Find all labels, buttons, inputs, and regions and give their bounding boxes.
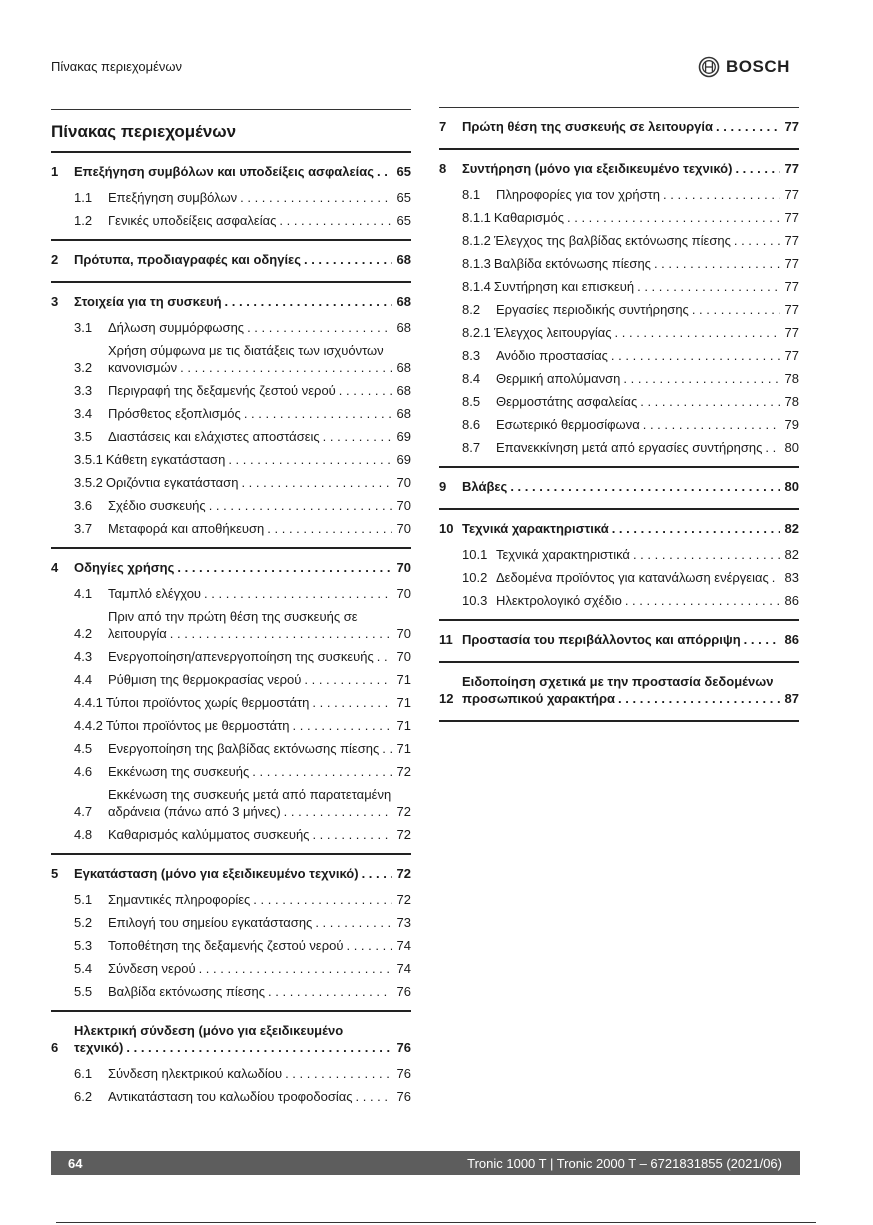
running-header-title: Πίνακας περιεχομένων — [51, 59, 183, 74]
toc-subsection-entry[interactable] — [51, 1088, 411, 1105]
subsection-title: Αντικατάσταση του καλωδίου τροφοδοσίας . . . — [108, 1088, 392, 1105]
subsection-page-number: 70 — [392, 648, 411, 665]
chapter-number: 6 — [51, 1040, 59, 1055]
toc-section — [51, 241, 411, 283]
chapter-number: 4 — [51, 560, 59, 575]
chapter-page-number: 70 — [392, 559, 411, 576]
subsection-title: Εργασίες περιοδικής συντήρησης . . . — [496, 301, 780, 318]
toc-chapter-entry[interactable] — [51, 559, 411, 576]
chapter-page-number: 72 — [392, 865, 411, 882]
chapter-number: 11 — [439, 632, 453, 647]
toc-subsection-entry[interactable] — [439, 301, 799, 318]
subsection-number: 1.2 — [74, 213, 93, 228]
subsection-number: 5.5 — [74, 984, 93, 999]
toc-subsection-entry[interactable] — [439, 416, 799, 433]
subsection-title: Εσωτερικό θερμοσίφωνα . . . — [496, 416, 780, 433]
subsection-title: Εκκένωση της συσκευής . . . — [108, 763, 392, 780]
subsection-number: 10.1 — [462, 547, 488, 562]
subsection-page-number: 71 — [392, 717, 411, 734]
chapter-title: Επεξήγηση συμβόλων και υποδείξεις ασφαλείας . . . — [74, 163, 392, 180]
subsection-page-number: 74 — [392, 960, 411, 977]
chapter-number: 1 — [51, 164, 59, 179]
subsection-number: 4.6 — [74, 764, 93, 779]
subsection-number: 4.1 — [74, 586, 93, 601]
subsection-number: 3.5 — [74, 429, 93, 444]
toc-subsection-entry[interactable] — [51, 428, 411, 445]
toc-chapter-entry[interactable] — [51, 1022, 411, 1056]
toc-subsection-entry[interactable] — [51, 763, 411, 780]
toc-subsection-entry[interactable] — [51, 342, 411, 376]
toc-subsection-entry[interactable] — [439, 370, 799, 387]
subsection-number: 8.4 — [462, 371, 481, 386]
chapter-title: Συντήρηση (μόνο για εξειδικευμένο τεχνικό) . . . — [462, 160, 780, 177]
subsection-page-number: 77 — [780, 209, 799, 226]
subsection-title: Έλεγχος της βαλβίδας εκτόνωσης πίεσης . . . — [494, 232, 780, 249]
subsection-number: 1.1 — [74, 190, 93, 205]
subsection-page-number: 80 — [780, 439, 799, 456]
toc-section — [439, 108, 799, 150]
toc-chapter-entry[interactable] — [51, 865, 411, 882]
subsection-number: 8.1 — [462, 187, 481, 202]
toc-subsection-entry[interactable] — [439, 592, 799, 609]
subsection-number: 8.6 — [462, 417, 481, 432]
toc-subsection-entry[interactable] — [439, 324, 799, 341]
subsection-page-number: 71 — [392, 694, 411, 711]
subsection-number: 5.2 — [74, 915, 93, 930]
subsection-title: Βαλβίδα εκτόνωσης πίεσης . . . — [494, 255, 780, 272]
subsection-number: 6.1 — [74, 1066, 93, 1081]
subsection-page-number: 78 — [780, 370, 799, 387]
subsection-number: 8.2.1 — [462, 325, 491, 340]
toc-chapter-entry[interactable] — [439, 673, 799, 707]
toc-subsection-entry[interactable] — [439, 255, 799, 272]
subsection-title: Κάθετη εγκατάσταση . . . — [106, 451, 392, 468]
subsection-page-number: 78 — [780, 393, 799, 410]
subsection-title: Καθαρισμός . . . — [494, 209, 780, 226]
chapter-title: Τεχνικά χαρακτηριστικά . . . — [462, 520, 780, 537]
subsection-title: Δεδομένα προϊόντος για κατανάλωση ενέργειας . . . — [496, 569, 780, 586]
subsection-title: Τοποθέτηση της δεξαμενής ζεστού νερού . . . — [108, 937, 392, 954]
chapter-page-number: 65 — [392, 163, 411, 180]
subsection-title: Ανόδιο προστασίας . . . — [496, 347, 780, 364]
chapter-page-number: 82 — [780, 520, 799, 537]
subsection-title: Θερμοστάτης ασφαλείας . . . — [496, 393, 780, 410]
chapter-title: Προστασία του περιβάλλοντος και απόρριψη . . . — [462, 631, 780, 648]
subsection-number: 3.3 — [74, 383, 93, 398]
chapter-title: Πρότυπα, προδιαγραφές και οδηγίες . . . — [74, 251, 392, 268]
subsection-title: Καθαρισμός καλύμματος συσκευής . . . — [108, 826, 392, 843]
subsection-number: 8.3 — [462, 348, 481, 363]
toc-chapter-entry[interactable] — [439, 118, 799, 135]
toc-subsection-entry[interactable] — [439, 569, 799, 586]
toc-subsection-entry[interactable] — [51, 474, 411, 491]
subsection-number: 10.3 — [462, 593, 488, 608]
subsection-page-number: 72 — [392, 891, 411, 908]
subsection-number: 3.4 — [74, 406, 93, 421]
toc-section — [51, 855, 411, 1012]
subsection-page-number: 72 — [392, 763, 411, 780]
chapter-number: 7 — [439, 119, 447, 134]
subsection-title: Ενεργοποίηση/απενεργοποίηση της συσκευής . . . — [108, 648, 392, 665]
subsection-page-number: 70 — [392, 474, 411, 491]
subsection-title: Επεξήγηση συμβόλων . . . — [108, 189, 392, 206]
toc-subsection-entry[interactable] — [439, 186, 799, 203]
subsection-page-number: 65 — [392, 212, 411, 229]
subsection-number: 6.2 — [74, 1089, 93, 1104]
bottom-rule — [56, 1222, 816, 1223]
subsection-page-number: 77 — [780, 278, 799, 295]
subsection-title: Ταμπλό ελέγχου . . . — [108, 585, 392, 602]
subsection-page-number: 65 — [392, 189, 411, 206]
chapter-number: 8 — [439, 161, 447, 176]
toc-list-right — [439, 108, 799, 722]
subsection-page-number: 79 — [780, 416, 799, 433]
toc-subsection-entry[interactable] — [51, 451, 411, 468]
subsection-number: 5.3 — [74, 938, 93, 953]
subsection-title: Επανεκκίνηση μετά από εργασίες συντήρησης . . . — [496, 439, 780, 456]
chapter-number: 3 — [51, 294, 59, 309]
subsection-title: Πληροφορίες για τον χρήστη . . . — [496, 186, 780, 203]
subsection-number: 4.4.2 — [74, 718, 103, 733]
toc-subsection-entry[interactable] — [439, 393, 799, 410]
subsection-title: Τεχνικά χαρακτηριστικά . . . — [496, 546, 780, 563]
subsection-number: 8.1.4 — [462, 279, 491, 294]
toc-subsection-entry[interactable] — [439, 232, 799, 249]
chapter-title: Στοιχεία για τη συσκευή . . . — [74, 293, 392, 310]
chapter-title: Εγκατάσταση (μόνο για εξειδικευμένο τεχνικό) . . . — [74, 865, 392, 882]
subsection-title: Σύνδεση ηλεκτρικού καλωδίου . . . — [108, 1065, 392, 1082]
chapter-number: 2 — [51, 252, 59, 267]
chapter-page-number: 76 — [392, 1039, 411, 1056]
subsection-page-number: 74 — [392, 937, 411, 954]
subsection-title: Έλεγχος λειτουργίας . . . — [494, 324, 780, 341]
subsection-page-number: 68 — [392, 382, 411, 399]
toc-section — [51, 153, 411, 241]
chapter-title: Πρώτη θέση της συσκευής σε λειτουργία . . . — [462, 118, 780, 135]
subsection-page-number: 77 — [780, 232, 799, 249]
subsection-title: Τύποι προϊόντος με θερμοστάτη . . . — [106, 717, 392, 734]
subsection-title: Ρύθμιση της θερμοκρασίας νερού . . . — [108, 671, 392, 688]
subsection-number: 8.5 — [462, 394, 481, 409]
subsection-number: 8.1.2 — [462, 233, 491, 248]
subsection-number: 3.1 — [74, 320, 93, 335]
footer-page-number: 64 — [68, 1156, 83, 1171]
subsection-page-number: 70 — [392, 520, 411, 537]
subsection-number: 8.7 — [462, 440, 481, 455]
subsection-number: 3.5.2 — [74, 475, 103, 490]
toc-subsection-entry[interactable] — [51, 717, 411, 734]
toc-subsection-entry[interactable] — [51, 914, 411, 931]
subsection-page-number: 71 — [392, 740, 411, 757]
toc-subsection-entry[interactable] — [51, 960, 411, 977]
subsection-number: 4.8 — [74, 827, 93, 842]
subsection-title: Σύνδεση νερού . . . — [108, 960, 392, 977]
toc-subsection-entry[interactable] — [51, 382, 411, 399]
chapter-number: 10 — [439, 521, 454, 536]
toc-subsection-entry[interactable] — [51, 671, 411, 688]
toc-section — [439, 663, 799, 722]
subsection-page-number: 77 — [780, 347, 799, 364]
subsection-title: Περιγραφή της δεξαμενής ζεστού νερού . . . — [108, 382, 392, 399]
toc-section — [439, 468, 799, 510]
chapter-page-number: 87 — [780, 690, 799, 707]
toc-subsection-entry[interactable] — [51, 585, 411, 602]
subsection-page-number: 77 — [780, 255, 799, 272]
subsection-page-number: 73 — [392, 914, 411, 931]
subsection-page-number: 68 — [392, 359, 411, 376]
subsection-page-number: 77 — [780, 301, 799, 318]
toc-section — [439, 510, 799, 621]
bosch-logo — [698, 56, 790, 78]
toc-subsection-entry[interactable] — [51, 1065, 411, 1082]
chapter-page-number: 86 — [780, 631, 799, 648]
subsection-page-number: 70 — [392, 585, 411, 602]
subsection-page-number: 77 — [780, 186, 799, 203]
subsection-number: 8.1.3 — [462, 256, 491, 271]
toc-subsection-entry[interactable] — [51, 786, 411, 820]
subsection-title: Ενεργοποίηση της βαλβίδας εκτόνωσης πίεσης . . . — [108, 740, 392, 757]
chapter-page-number: 80 — [780, 478, 799, 495]
subsection-page-number: 69 — [392, 451, 411, 468]
subsection-page-number: 86 — [780, 592, 799, 609]
toc-subsection-entry[interactable] — [51, 648, 411, 665]
chapter-number: 5 — [51, 866, 59, 881]
subsection-page-number: 70 — [392, 497, 411, 514]
subsection-page-number: 76 — [392, 983, 411, 1000]
subsection-title: Πρόσθετος εξοπλισμός . . . — [108, 405, 392, 422]
subsection-number: 3.7 — [74, 521, 93, 536]
toc-subsection-entry[interactable] — [51, 983, 411, 1000]
toc-section — [51, 1012, 411, 1115]
subsection-number: 10.2 — [462, 570, 488, 585]
chapter-title: Βλάβες . . . — [462, 478, 780, 495]
chapter-number: 9 — [439, 479, 447, 494]
subsection-title: Εκκένωση της συσκευής μετά από παρατεταμένη αδράνεια (πάνω από 3 μήνες) . . . — [108, 786, 392, 820]
toc-heading: Πίνακας περιεχομένων — [51, 109, 411, 153]
subsection-title: Τύποι προϊόντος χωρίς θερμοστάτη . . . — [106, 694, 392, 711]
subsection-title: Βαλβίδα εκτόνωσης πίεσης . . . — [108, 983, 392, 1000]
subsection-title: Μεταφορά και αποθήκευση . . . — [108, 520, 392, 537]
toc-subsection-entry[interactable] — [51, 891, 411, 908]
toc-subsection-entry[interactable] — [51, 405, 411, 422]
subsection-page-number: 69 — [392, 428, 411, 445]
subsection-page-number: 68 — [392, 319, 411, 336]
toc-subsection-entry[interactable] — [51, 319, 411, 336]
chapter-title: Ειδοποίηση σχετικά με την προστασία δεδομένων προσωπικού χαρακτήρα . . . — [462, 673, 780, 707]
toc-subsection-entry[interactable] — [51, 826, 411, 843]
subsection-number: 3.5.1 — [74, 452, 103, 467]
toc-chapter-entry[interactable] — [51, 251, 411, 268]
toc-section — [51, 283, 411, 549]
toc-subsection-entry[interactable] — [51, 212, 411, 229]
toc-subsection-entry[interactable] — [51, 189, 411, 206]
toc-subsection-entry[interactable] — [439, 278, 799, 295]
toc-chapter-entry[interactable] — [439, 160, 799, 177]
subsection-number: 4.5 — [74, 741, 93, 756]
subsection-number: 5.4 — [74, 961, 93, 976]
toc-section — [51, 549, 411, 855]
subsection-title: Ηλεκτρολογικό σχέδιο . . . — [496, 592, 780, 609]
toc-subsection-entry[interactable] — [439, 546, 799, 563]
toc-chapter-entry[interactable] — [439, 478, 799, 495]
subsection-title: Διαστάσεις και ελάχιστες αποστάσεις . . . — [108, 428, 392, 445]
subsection-title: Γενικές υποδείξεις ασφαλείας . . . — [108, 212, 392, 229]
toc-subsection-entry[interactable] — [51, 740, 411, 757]
chapter-title: Οδηγίες χρήσης . . . — [74, 559, 392, 576]
subsection-page-number: 76 — [392, 1065, 411, 1082]
subsection-title: Σημαντικές πληροφορίες . . . — [108, 891, 392, 908]
subsection-number: 4.4.1 — [74, 695, 103, 710]
toc-subsection-entry[interactable] — [51, 608, 411, 642]
toc-subsection-entry[interactable] — [51, 520, 411, 537]
chapter-page-number: 68 — [392, 251, 411, 268]
subsection-page-number: 70 — [392, 625, 411, 642]
toc-chapter-entry[interactable] — [439, 520, 799, 537]
toc-subsection-entry[interactable] — [439, 347, 799, 364]
subsection-page-number: 83 — [780, 569, 799, 586]
subsection-number: 8.2 — [462, 302, 481, 317]
subsection-title: Σχέδιο συσκευής . . . — [108, 497, 392, 514]
toc-subsection-entry[interactable] — [439, 209, 799, 226]
subsection-number: 4.2 — [74, 626, 93, 641]
toc-section — [439, 621, 799, 663]
bosch-armature-icon — [698, 56, 720, 78]
subsection-page-number: 76 — [392, 1088, 411, 1105]
chapter-page-number: 77 — [780, 160, 799, 177]
subsection-title: Θερμική απολύμανση . . . — [496, 370, 780, 387]
subsection-title: Πριν από την πρώτη θέση της συσκευής σε λειτουργία . . . — [108, 608, 392, 642]
toc-subsection-entry[interactable] — [51, 937, 411, 954]
toc-column-left — [51, 109, 411, 1115]
subsection-page-number: 77 — [780, 324, 799, 341]
subsection-number: 5.1 — [74, 892, 93, 907]
toc-chapter-entry[interactable] — [51, 293, 411, 310]
toc-subsection-entry[interactable] — [439, 439, 799, 456]
toc-subsection-entry[interactable] — [51, 694, 411, 711]
chapter-page-number: 77 — [780, 118, 799, 135]
subsection-number: 4.7 — [74, 804, 93, 819]
chapter-number: 12 — [439, 691, 454, 706]
subsection-page-number: 68 — [392, 405, 411, 422]
brand-name: BOSCH — [726, 57, 790, 76]
toc-column-right — [439, 107, 799, 722]
subsection-title: Δήλωση συμμόρφωσης . . . — [108, 319, 392, 336]
footer-document-id: Tronic 1000 T | Tronic 2000 T – 6721831855 (2021/06) — [467, 1156, 782, 1171]
toc-list-left — [51, 153, 411, 1115]
page-footer — [51, 1151, 800, 1175]
toc-section — [439, 150, 799, 468]
subsection-page-number: 72 — [392, 826, 411, 843]
subsection-number: 4.3 — [74, 649, 93, 664]
toc-chapter-entry[interactable] — [51, 163, 411, 180]
subsection-number: 8.1.1 — [462, 210, 491, 225]
toc-subsection-entry[interactable] — [51, 497, 411, 514]
subsection-number: 4.4 — [74, 672, 93, 687]
chapter-page-number: 68 — [392, 293, 411, 310]
subsection-title: Συντήρηση και επισκευή . . . — [494, 278, 780, 295]
chapter-title: Ηλεκτρική σύνδεση (μόνο για εξειδικευμένο τεχνικό) . . . — [74, 1022, 392, 1056]
toc-chapter-entry[interactable] — [439, 631, 799, 648]
subsection-number: 3.2 — [74, 360, 93, 375]
subsection-title: Χρήση σύμφωνα με τις διατάξεις των ισχυόντων κανονισμών . . . — [108, 342, 392, 376]
subsection-title: Οριζόντια εγκατάσταση . . . — [106, 474, 392, 491]
subsection-page-number: 72 — [392, 803, 411, 820]
subsection-number: 3.6 — [74, 498, 93, 513]
subsection-title: Επιλογή του σημείου εγκατάστασης . . . — [108, 914, 392, 931]
subsection-page-number: 71 — [392, 671, 411, 688]
subsection-page-number: 82 — [780, 546, 799, 563]
